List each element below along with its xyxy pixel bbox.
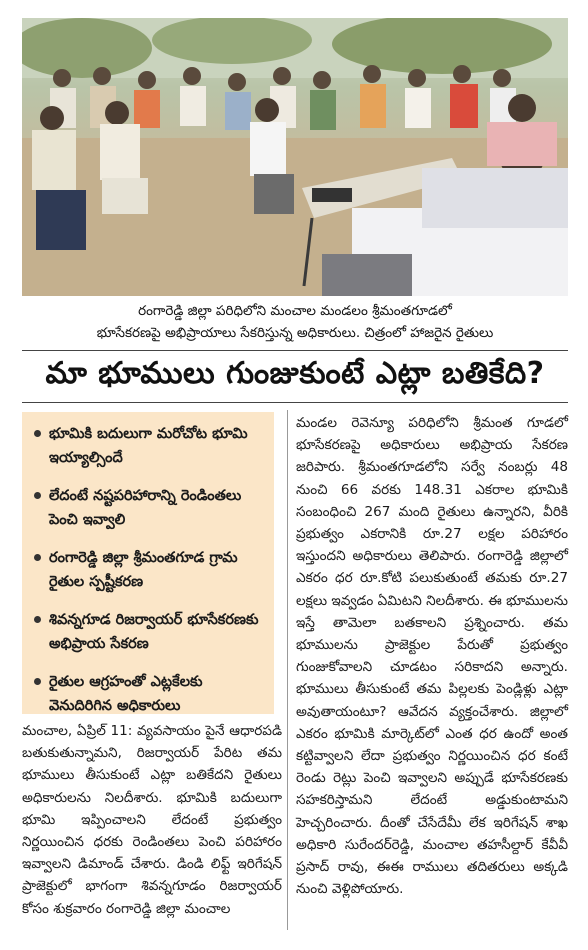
highlight-item: [32, 484, 266, 532]
bullet-icon: [34, 430, 41, 437]
highlight-item: [32, 608, 266, 656]
highlights-box: [22, 412, 274, 714]
body-paragraph-right: మండల రెవెన్యూ పరిధిలోని శ్రీమంత గూడలో భూసేకరణపై అధికారులు అభిప్రాయ సేకరణ జరిపారు. శ్రీమంతగూడలోని సర్వే నంబర్లు 48 నుంచి 66 వరకు 148.31 ఎకరాల భూమికి సంబంధించి 267 మంది రైతులు ఉన్నారని, వీరికి ప్రభుత్వం ఎకరానికి రూ.27 లక్షల పరిహారం ఇస్తుందని అధికారులు తెలిపారు. రంగారెడ్డి జిల్లాలో ఎకరం ధర రూ.కోటి పలుకుతుంటే తమకు రూ.27 లక్షలు ఇవ్వడం ఏమిటని నిలదీశారు. ఈ భూములను ఇస్తే తామెలా బతకాలని ప్రశ్నించారు. తమ భూములను ప్రాజెక్టుల పేరుతో ప్రభుత్వం గుంజుకోవాలని చూడటం సరికాదని అన్నారు. భూములు తీసుకుంటే తమ పిల్లలకు పెండ్లిళ్లు ఎట్లా అవుతాయంటూ? ఆవేదన వ్యక్తంచేశారు. జిల్లాలో ఎకరం భూమికి మార్కెట్‌లో ఎంత ధర ఉందో అంత కట్టివ్వాలని లేదా ప్రభుత్వం నిర్ణయించిన ధర కంటే రెండు రెట్లు పెంచి ఇవ్వాలని అప్పుడే భూసేకరణకు సహకరిస్తామని లేదంటే అడ్డుకుంటామని హెచ్చరించారు. దీంతో చేసేదేమీ లేక ఇరిగేషన్ శాఖ అధికారి సురేందర్‌రెడ్డి, మంచాల తహసీల్దార్ కేవీవీ ప్రసాద్ రావు, ఈఈ రాములు తదితరులు అక్కడి నుంచి వెళ్లిపోయారు.: [296, 415, 568, 898]
photo-caption: [22, 300, 568, 344]
highlight-text: శివన్నగూడ రిజర్వాయర్ భూసేకరణకు అభిప్రాయ సేకరణ: [49, 612, 259, 652]
article-body-left: [22, 720, 282, 920]
caption-line-1: రంగారెడ్డి జిల్లా పరిధిలోని మంచాల మండలం శ్రీమంతగూడలో: [138, 303, 452, 319]
bullet-icon: [34, 554, 41, 561]
top-rule: [22, 350, 568, 351]
highlight-item: [32, 422, 266, 470]
highlight-text: రైతుల ఆగ్రహంతో ఎట్లకేలకు వెనుదిరిగిన అధికారులు: [49, 674, 203, 714]
bullet-icon: [34, 678, 41, 685]
highlight-item: [32, 670, 266, 718]
highlight-item: [32, 546, 266, 594]
headline: మా భూములు గుంజుకుంటే ఎట్లా బతికేది?: [45, 356, 545, 391]
column-divider: [287, 410, 288, 930]
highlight-text: రంగారెడ్డి జిల్లా శ్రీమంతగూడ గ్రామ రైతుల స్పష్టీకరణ: [49, 550, 238, 590]
body-paragraph-left: మంచాల, ఏప్రిల్ 11: వ్యవసాయం పైనే ఆధారపడి బతుకుతున్నామని, రిజర్వాయర్ పేరిట తమ భూములు తీసుకుంటే ఎట్లా బతికేదని రైతులు అధికారులను నిలదీశారు. భూమికి బదులుగా భూమి ఇప్పించాలని లేదంటే ప్రభుత్వం నిర్ణయించిన ధరకు రెండింతలు పెంచి పరిహారం ఇవ్వాలని డిమాండ్ చేశారు. డిండి లిఫ్ట్ ఇరిగేషన్ ప్రాజెక్టులో భాగంగా శివన్నగూడం రిజర్వాయర్ కోసం శుక్రవారం రంగారెడ్డి జిల్లా మంచాల: [22, 723, 282, 917]
photo-illustration: [22, 18, 568, 296]
bottom-rule: [22, 402, 568, 403]
news-photo: [22, 18, 568, 296]
bullet-icon: [34, 616, 41, 623]
article-body-right: [296, 412, 568, 900]
highlight-text: లేదంటే నష్టపరిహారాన్ని రెండింతలు పెంచి ఇవ్వాలి: [49, 488, 242, 528]
bullet-icon: [34, 492, 41, 499]
highlight-text: భూమికి బదులుగా మరోచోట భూమి ఇయ్యాల్సిందే: [49, 426, 248, 466]
caption-line-2: భూసేకరణపై అభిప్రాయాలు సేకరిస్తున్న అధికారులు. చిత్రంలో హాజరైన రైతులు: [96, 325, 494, 341]
